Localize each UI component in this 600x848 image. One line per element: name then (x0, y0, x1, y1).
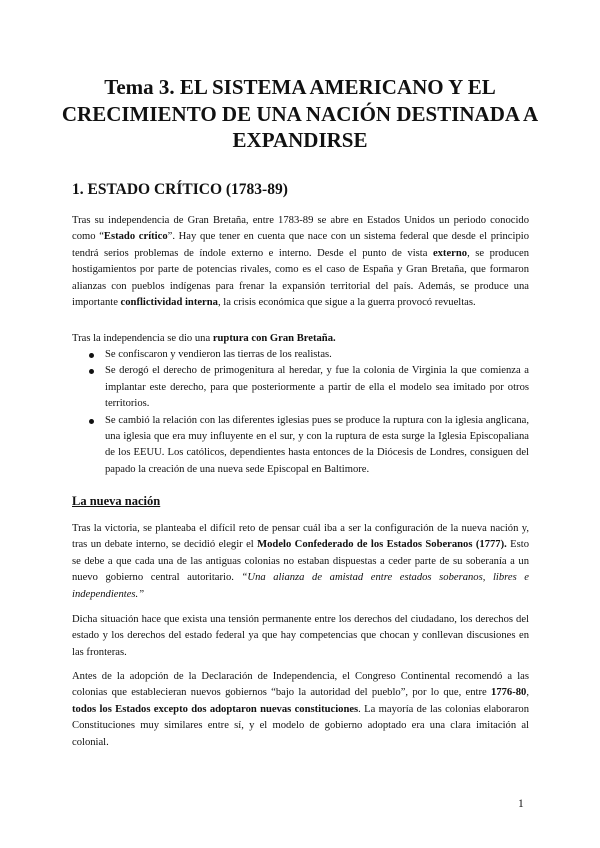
text-run: Tras la victoria, se planteaba el difícil reto de pensar cuál iba a ser la configuración de la nueva nación y, tras un debate interno, se decidió elegir el (72, 523, 529, 551)
list-item (72, 413, 529, 479)
bold-term: conflictividad interna (120, 297, 218, 309)
bold-term: Modelo Confederado de los Estados Soberanos (1777). (257, 539, 507, 551)
section-heading-nueva-nacion: La nueva nación (72, 494, 161, 508)
paragraph-estado-critico (72, 213, 529, 311)
bullet-list (72, 347, 529, 478)
text-run: ”. Hay que tener en cuenta que nace con un sistema federal que desde el principio tendrá serios problemas de índole externo e interno. Desde el punto de vista (72, 231, 529, 259)
list-item-text: Se cambió la relación con las diferentes iglesias pues se produce la ruptura con la iglesia anglicana, una iglesia que era muy influyente en el sur, y con la ruptura de esta surge la Iglesia Episcopaliana de los EEUU. Los católicos, dependientes hasta entonces de la Diócesis de Londres, consiguen del papado la creación de una nueva sede Episcopal en Baltimore. (105, 414, 529, 475)
bold-term: 1776-80 (491, 687, 527, 699)
list-item (72, 363, 529, 412)
page-number: 1 (518, 798, 524, 810)
text-run: Tras su independencia de Gran Bretaña, entre 1783-89 se abre en Estados Unidos un periodo conocido como “ (72, 215, 529, 243)
text-run: Antes de la adopción de la Declaración de Independencia, el Congreso Continental recomendó a las colonias que establecieran nuevos gobiernos “bajo la autoridad del pueblo”, por lo que, entre (72, 671, 529, 699)
bold-term: Estado crítico (103, 231, 168, 243)
paragraph-nueva-nacion (72, 521, 529, 603)
text-run: , la crisis económica que sigue a la guerra provocó revueltas. (217, 297, 476, 309)
bold-term: todos los Estados excepto dos adoptaron nuevas constituciones (72, 703, 359, 715)
italic-quote: “Una alianza de amistad entre estados soberanos, libres e independientes.” (72, 572, 529, 600)
bullet-icon (89, 419, 94, 424)
paragraph-tension: Dicha situación hace que exista una tensión permanente entre los derechos del ciudadano, los derechos del estado y los derechos del estado federal ya que hay competencias que chocan y conllevan discusiones en las fronteras. (72, 614, 529, 658)
list-item (72, 347, 529, 363)
text-run: , se producen hostigamientos por parte de potencias rivales, como es el caso de España y Gran Bretaña, que formaron alianzas con pueblos indígenas para frenar la expansión territorial del país. Además, se produce una importante (72, 247, 529, 309)
paragraph-ruptura (72, 331, 529, 347)
text-run: Esto se debe a que cada una de las antiguas colonias no estaban dispuestas a ceder parte de su soberanía a un nuevo gobierno central autoritario. (72, 539, 529, 584)
list-item-text: Se derogó el derecho de primogenitura al heredar, y fue la colonia de Virginia la que comienza a implantar este derecho, para que posteriormente a partir de ella el modelo sea imitado por otros territorios. (105, 365, 529, 410)
paragraph-constituciones (72, 669, 529, 751)
bold-term: ruptura con Gran Bretaña. (212, 333, 336, 344)
bold-term: externo (432, 247, 468, 259)
section-heading-estado-critico: 1. ESTADO CRÍTICO (1783-89) (72, 181, 288, 198)
text-run: Tras la independencia se dio una (72, 333, 213, 344)
text-run: . La mayoría de las colonias elaboraron Constituciones muy similares entre sí, y el modelo de gobierno adoptado era una clara imitación al colonial. (72, 703, 529, 748)
text-run: , (526, 687, 529, 699)
bullet-icon (89, 369, 94, 374)
list-item-text: Se confiscaron y vendieron las tierras de los realistas. (105, 349, 332, 360)
bullet-icon (89, 353, 94, 358)
document-title: Tema 3. EL SISTEMA AMERICANO Y EL CRECIMIENTO DE UNA NACIÓN DESTINADA A EXPANDIRSE (61, 75, 539, 152)
